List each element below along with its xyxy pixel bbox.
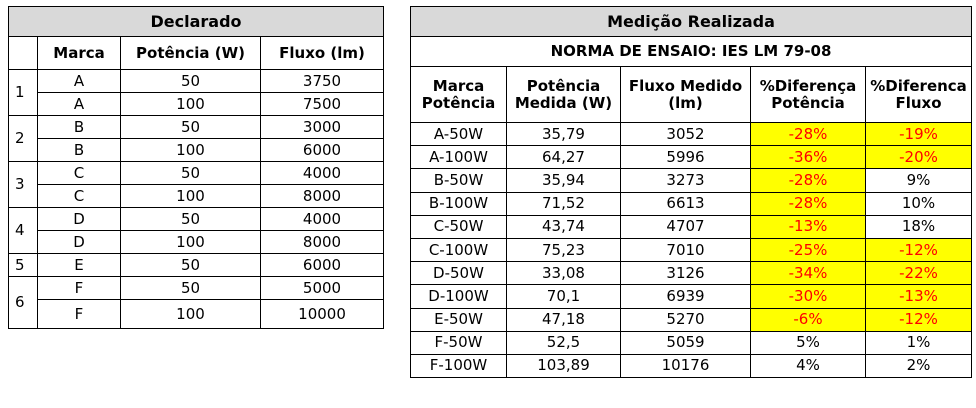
declared-row: [9, 139, 384, 162]
declared-row: [9, 208, 384, 231]
declared-row: [9, 254, 384, 277]
declared-cell-potencia: 50: [121, 116, 261, 139]
measured-cell-marca: C-100W: [411, 238, 507, 261]
declared-cell-fluxo: 6000: [261, 139, 384, 162]
declared-title: Declarado: [9, 7, 384, 37]
measured-cell-potencia: 35,79: [507, 123, 621, 146]
measured-header-fluxo: Fluxo Medido (lm): [621, 67, 751, 123]
declared-cell-potencia: 100: [121, 185, 261, 208]
measured-cell-potencia: 103,89: [507, 354, 621, 377]
declared-cell-fluxo: 8000: [261, 185, 384, 208]
declared-cell-marca: A: [38, 70, 121, 93]
declared-cell-marca: E: [38, 254, 121, 277]
measured-header-marca: Marca Potência: [411, 67, 507, 123]
measured-cell-dif-fluxo: -12%: [866, 308, 972, 331]
measured-row: [411, 331, 972, 354]
measured-cell-dif-potencia: -28%: [751, 169, 866, 192]
declared-cell-marca: D: [38, 231, 121, 254]
measured-cell-potencia: 33,08: [507, 262, 621, 285]
declared-row: [9, 231, 384, 254]
declared-group-index: 4: [9, 208, 38, 254]
measured-cell-marca: D-50W: [411, 262, 507, 285]
declared-cell-marca: D: [38, 208, 121, 231]
measured-cell-dif-potencia: -34%: [751, 262, 866, 285]
measured-cell-fluxo: 7010: [621, 238, 751, 261]
declared-cell-potencia: 50: [121, 208, 261, 231]
declared-row: [9, 116, 384, 139]
declared-cell-fluxo: 3750: [261, 70, 384, 93]
measured-cell-dif-fluxo: -19%: [866, 123, 972, 146]
declared-cell-potencia: 50: [121, 277, 261, 300]
measured-row: [411, 169, 972, 192]
measured-cell-fluxo: 10176: [621, 354, 751, 377]
measured-cell-marca: D-100W: [411, 285, 507, 308]
measured-row: [411, 146, 972, 169]
measured-cell-dif-potencia: -36%: [751, 146, 866, 169]
measured-cell-dif-potencia: -13%: [751, 215, 866, 238]
declared-row: [9, 185, 384, 208]
declared-cell-marca: C: [38, 162, 121, 185]
measured-cell-dif-fluxo: -20%: [866, 146, 972, 169]
measured-body: [411, 123, 972, 378]
measured-row: [411, 123, 972, 146]
measured-cell-dif-potencia: -28%: [751, 123, 866, 146]
declared-table: [8, 6, 384, 329]
declared-body: [9, 70, 384, 329]
declared-row: [9, 277, 384, 300]
measured-row: [411, 354, 972, 377]
declared-cell-fluxo: 3000: [261, 116, 384, 139]
measured-cell-dif-fluxo: -12%: [866, 238, 972, 261]
measured-row: [411, 238, 972, 261]
declared-group-index: 6: [9, 277, 38, 329]
measured-cell-dif-potencia: 4%: [751, 354, 866, 377]
measured-cell-potencia: 43,74: [507, 215, 621, 238]
measured-cell-fluxo: 3052: [621, 123, 751, 146]
measured-header-potencia: Potência Medida (W): [507, 67, 621, 123]
declared-cell-fluxo: 5000: [261, 277, 384, 300]
declared-cell-potencia: 100: [121, 300, 261, 329]
declared-header-fluxo: Fluxo (lm): [261, 37, 384, 70]
measured-cell-potencia: 71,52: [507, 192, 621, 215]
measured-cell-potencia: 64,27: [507, 146, 621, 169]
declared-cell-marca: F: [38, 300, 121, 329]
declared-cell-marca: A: [38, 93, 121, 116]
measured-cell-dif-fluxo: 2%: [866, 354, 972, 377]
declared-group-index: 1: [9, 70, 38, 116]
declared-cell-potencia: 50: [121, 70, 261, 93]
measured-cell-marca: F-100W: [411, 354, 507, 377]
declared-cell-marca: B: [38, 116, 121, 139]
declared-row: [9, 162, 384, 185]
measured-cell-fluxo: 4707: [621, 215, 751, 238]
measured-table: [410, 6, 972, 378]
declared-header-marca: Marca: [38, 37, 121, 70]
measured-cell-marca: A-100W: [411, 146, 507, 169]
declared-row: [9, 300, 384, 329]
declared-cell-potencia: 100: [121, 139, 261, 162]
measured-cell-dif-potencia: -30%: [751, 285, 866, 308]
measured-cell-dif-fluxo: 9%: [866, 169, 972, 192]
declared-cell-fluxo: 4000: [261, 208, 384, 231]
measured-cell-marca: B-100W: [411, 192, 507, 215]
measured-cell-fluxo: 5059: [621, 331, 751, 354]
measured-row: [411, 215, 972, 238]
measured-row: [411, 308, 972, 331]
measured-cell-dif-fluxo: -13%: [866, 285, 972, 308]
declared-row: [9, 93, 384, 116]
measured-row: [411, 285, 972, 308]
measured-cell-dif-fluxo: 1%: [866, 331, 972, 354]
declared-group-index: 3: [9, 162, 38, 208]
declared-cell-fluxo: 6000: [261, 254, 384, 277]
measured-cell-marca: B-50W: [411, 169, 507, 192]
declared-cell-fluxo: 8000: [261, 231, 384, 254]
declared-group-index: 2: [9, 116, 38, 162]
declared-cell-potencia: 50: [121, 254, 261, 277]
measured-cell-fluxo: 6613: [621, 192, 751, 215]
declared-cell-marca: C: [38, 185, 121, 208]
measured-cell-dif-potencia: -6%: [751, 308, 866, 331]
measured-cell-fluxo: 6939: [621, 285, 751, 308]
measured-header-dif-potencia: %Diferença Potência: [751, 67, 866, 123]
measured-title: Medição Realizada: [411, 7, 972, 37]
measured-cell-dif-potencia: 5%: [751, 331, 866, 354]
declared-cell-potencia: 100: [121, 231, 261, 254]
measured-cell-marca: A-50W: [411, 123, 507, 146]
declared-cell-marca: F: [38, 277, 121, 300]
measured-cell-potencia: 35,94: [507, 169, 621, 192]
measured-cell-potencia: 47,18: [507, 308, 621, 331]
declared-cell-marca: B: [38, 139, 121, 162]
measured-cell-dif-fluxo: 18%: [866, 215, 972, 238]
declared-header-potencia: Potência (W): [121, 37, 261, 70]
measured-cell-dif-potencia: -28%: [751, 192, 866, 215]
declared-cell-potencia: 50: [121, 162, 261, 185]
measured-cell-marca: F-50W: [411, 331, 507, 354]
measured-cell-potencia: 75,23: [507, 238, 621, 261]
declared-header-index: [9, 37, 38, 70]
measured-cell-fluxo: 3273: [621, 169, 751, 192]
measured-row: [411, 262, 972, 285]
measured-cell-dif-potencia: -25%: [751, 238, 866, 261]
declared-group-index: 5: [9, 254, 38, 277]
declared-cell-fluxo: 4000: [261, 162, 384, 185]
measured-cell-fluxo: 3126: [621, 262, 751, 285]
measured-cell-fluxo: 5270: [621, 308, 751, 331]
measured-cell-potencia: 52,5: [507, 331, 621, 354]
measured-row: [411, 192, 972, 215]
declared-cell-potencia: 100: [121, 93, 261, 116]
measured-cell-potencia: 70,1: [507, 285, 621, 308]
declared-cell-fluxo: 10000: [261, 300, 384, 329]
measured-subtitle: NORMA DE ENSAIO: IES LM 79-08: [411, 37, 972, 67]
measured-header-dif-fluxo: %Diferenca Fluxo: [866, 67, 972, 123]
measured-cell-dif-fluxo: -22%: [866, 262, 972, 285]
declared-row: [9, 70, 384, 93]
measured-cell-marca: C-50W: [411, 215, 507, 238]
measured-cell-marca: E-50W: [411, 308, 507, 331]
measured-cell-fluxo: 5996: [621, 146, 751, 169]
declared-cell-fluxo: 7500: [261, 93, 384, 116]
measured-cell-dif-fluxo: 10%: [866, 192, 972, 215]
